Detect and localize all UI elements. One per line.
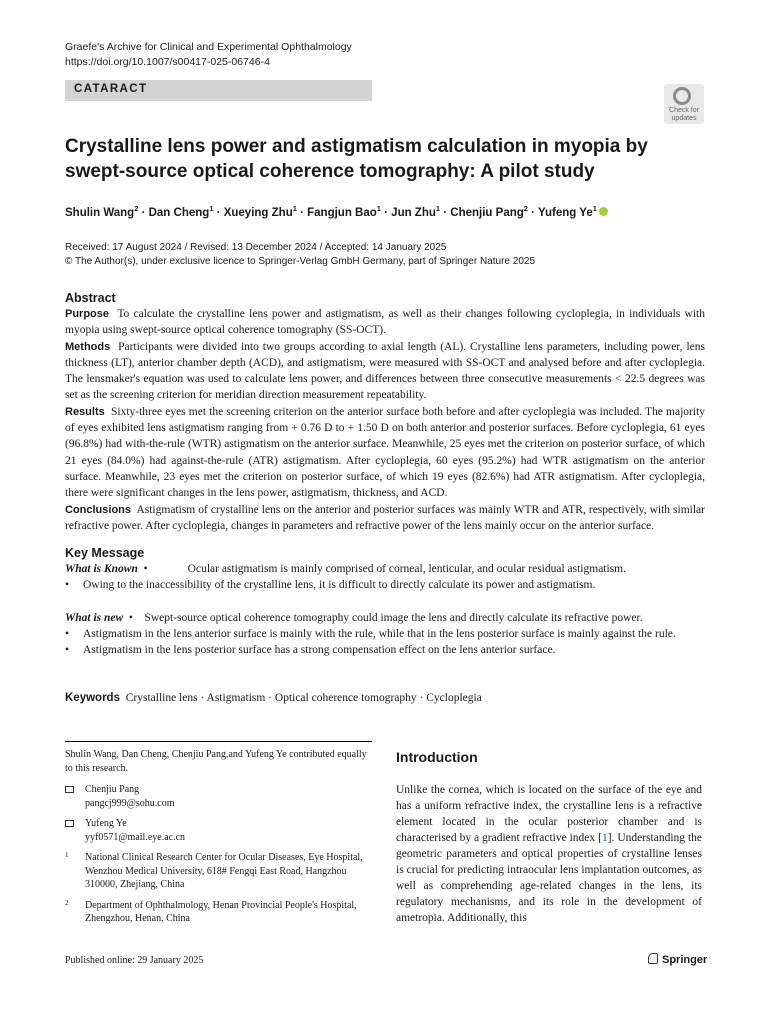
author-list (65, 204, 608, 219)
email-link[interactable]: pangcj999@sohu.com (85, 797, 175, 809)
contact-entry: Yufeng Ye yyf0571@mail.eye.ac.cn (65, 817, 372, 844)
new-item: What is new • Swept-source optical coherence tomography could image the lens and directly calculate its refractive power. (65, 611, 643, 624)
known-item: What is Known • Ocular astigmatism is mainly comprised of corneal, lenticular, and ocular residual astigmatism. (65, 563, 626, 575)
author-name[interactable]: Xueying Zhu$^1$ (223, 204, 297, 219)
known-item: • Owing to the inaccessibility of the crystalline lens, it is difficult to directly calculate its power and astigmatism. (65, 579, 596, 592)
author-name[interactable]: Fangjun Bao$^1$ (307, 204, 381, 219)
footnotes (65, 741, 372, 933)
email-link[interactable]: yyf0571@mail.eye.ac.cn (85, 831, 186, 843)
author-separator: · (440, 206, 451, 219)
author-separator: · (296, 206, 308, 219)
keywords-text: Crystalline lens · Astigmatism · Optical coherence tomography · Cycloplegia (125, 692, 482, 704)
orcid-icon[interactable] (599, 207, 608, 216)
envelope-icon (65, 786, 74, 793)
author-name[interactable]: Yufeng Ye$^1$ (537, 204, 597, 219)
author-name[interactable]: Chenjiu Pang$^2$ (450, 204, 528, 219)
contribution-note: Shulin Wang, Dan Cheng, Chenjiu Pang,and Yufeng Ye contributed equally to this research. (65, 749, 367, 774)
check-updates-icon (673, 87, 691, 105)
abstract-results: Results Sixty-three eyes met the screening criterion on the anterior surface both before and after cycloplegia was included. The majority of eyes exhibited lens astigmatism ranging from + 0.76 D to + 1.50 D on both anterior and posterior surfaces. Before cycloplegia, 61 eyes (96.8%) had with-the-rule (WTR) astigmatism on the anterior surface. Meanwhile, 25 eyes met the criterion on posterior surface, of which 21 eyes (84.0%) had against-the-rule (ATR) astigmatism. After cycloplegia, 60 eyes (95.2%) had WTR astigmatism on the anterior surface. Meanwhile, 23 eyes met the criterion on posterior surface, of which 19 eyes (82.6%) had ATR astigmatism. After cycloplegia, there were significant changes in the lens power, astigmatism, thickness, and ACD. (65, 405, 706, 500)
article-dates (65, 241, 535, 269)
history-dates: Received: 17 August 2024 / Revised: 13 December 2024 / Accepted: 14 January 2025 (65, 242, 447, 253)
abstract-methods: Methods Participants were divided into two groups according to axial length (AL). Crystalline lens parameters, including power, lens thickness (LT), anterior chamber depth (ACD), and astigmatism, were measured with SS-OCT and analysed before and after cycloplegia. The lensmaker's equation was used to calculate lens power, and differences between three consecutive measurements < 22.5 degrees was set as the screening criterion for meridian direction measurement repeatability. (65, 340, 705, 402)
journal-name: Graefe's Archive for Clinical and Experimental Ophthalmology (65, 41, 352, 53)
new-item: • Astigmatism in the lens anterior surface is mainly with the rule, while that in the lens posterior surface is mainly against the rule. (65, 627, 676, 640)
introduction-text: Unlike the cornea, which is located on the surface of the eye and has a uniform refractive index, the crystalline lens is a refractive element located in the ocular posterior chamber and is characterised by a gradient refractive index [1]. Understanding the geometric parameters and optical properties of crystalline lenses is crucial for predicting intraocular lens implantation outcomes, as well as comprehending age-related changes in the lens, its regulatory mechanisms, and its role in the development of ametropia. Additionally, this (396, 784, 703, 924)
author-affiliation-number: 1 (209, 204, 214, 213)
abstract (65, 290, 705, 534)
section-bar (65, 80, 372, 101)
reference-link[interactable]: 1 (601, 832, 608, 844)
key-message-heading: Key Message (65, 546, 145, 560)
author-affiliation-number: 1 (592, 204, 597, 213)
author-name[interactable]: Shulin Wang$^2$ (65, 204, 139, 219)
journal-header (65, 40, 352, 70)
new-item: • Astigmatism in the lens posterior surface has a strong compensation effect on the lens anterior surface. (65, 644, 556, 657)
author-affiliation-number: 2 (134, 204, 139, 213)
springer-horse-icon (648, 953, 658, 964)
author-affiliation-number: 1 (292, 204, 297, 213)
author-name[interactable]: Jun Zhu$^1$ (391, 204, 441, 219)
copyright-line: © The Author(s), under exclusive licence to Springer-Verlag GmbH Germany, part of Springer Nature 2025 (65, 256, 535, 267)
abstract-heading: Abstract (65, 291, 116, 305)
envelope-icon (65, 820, 74, 827)
check-updates-text: Check for updates (669, 107, 699, 122)
keywords (65, 692, 482, 704)
author-affiliation-number: 1 (376, 204, 381, 213)
section-label: CATARACT (74, 83, 148, 95)
author-separator: · (138, 206, 149, 219)
check-for-updates-badge[interactable] (664, 84, 704, 124)
author-separator: · (380, 206, 392, 219)
key-message (65, 545, 705, 658)
affiliation: 1 National Clinical Research Center for Ocular Diseases, Eye Hospital, Wenzhou Medical University, 618# Fengqi East Road, Hangzhou 310000, Zhejiang, China (65, 851, 363, 890)
contact-entry: Chenjiu Pang pangcj999@sohu.com (65, 783, 372, 810)
abstract-conclusions: Conclusions Astigmatism of crystalline lens on the anterior and posterior surfaces was mainly WTR and ATR, respectively, with similar refractive power. After cycloplegia, changes in parameters and refractive power of the lens mainly occur on the anterior surface. (65, 503, 705, 532)
author-affiliation-number: 2 (523, 204, 528, 213)
keywords-label: Keywords (65, 692, 120, 704)
affiliation: 2 Department of Ophthalmology, Henan Provincial People's Hospital, Zhengzhou, Henan, China (65, 898, 357, 924)
article-title: Crystalline lens power and astigmatism calculation in myopia by swept-source optical coherence tomography: A pilot study (65, 136, 648, 182)
author-name[interactable]: Dan Cheng$^1$ (148, 204, 214, 219)
publisher-logo: Springer (648, 953, 707, 966)
author-separator: · (527, 206, 538, 219)
abstract-purpose: Purpose To calculate the crystalline lens power and astigmatism, as well as their changes following cycloplegia, in individuals with myopia using swept-source optical coherence tomography (SS-OCT). (65, 308, 705, 337)
introduction-heading: Introduction (396, 749, 478, 765)
author-affiliation-number: 1 (435, 204, 441, 213)
published-date: Published online: 29 January 2025 (65, 955, 204, 966)
doi-link[interactable]: https://doi.org/10.1007/s00417-025-06746-4 (65, 56, 270, 68)
author-separator: · (213, 206, 224, 219)
